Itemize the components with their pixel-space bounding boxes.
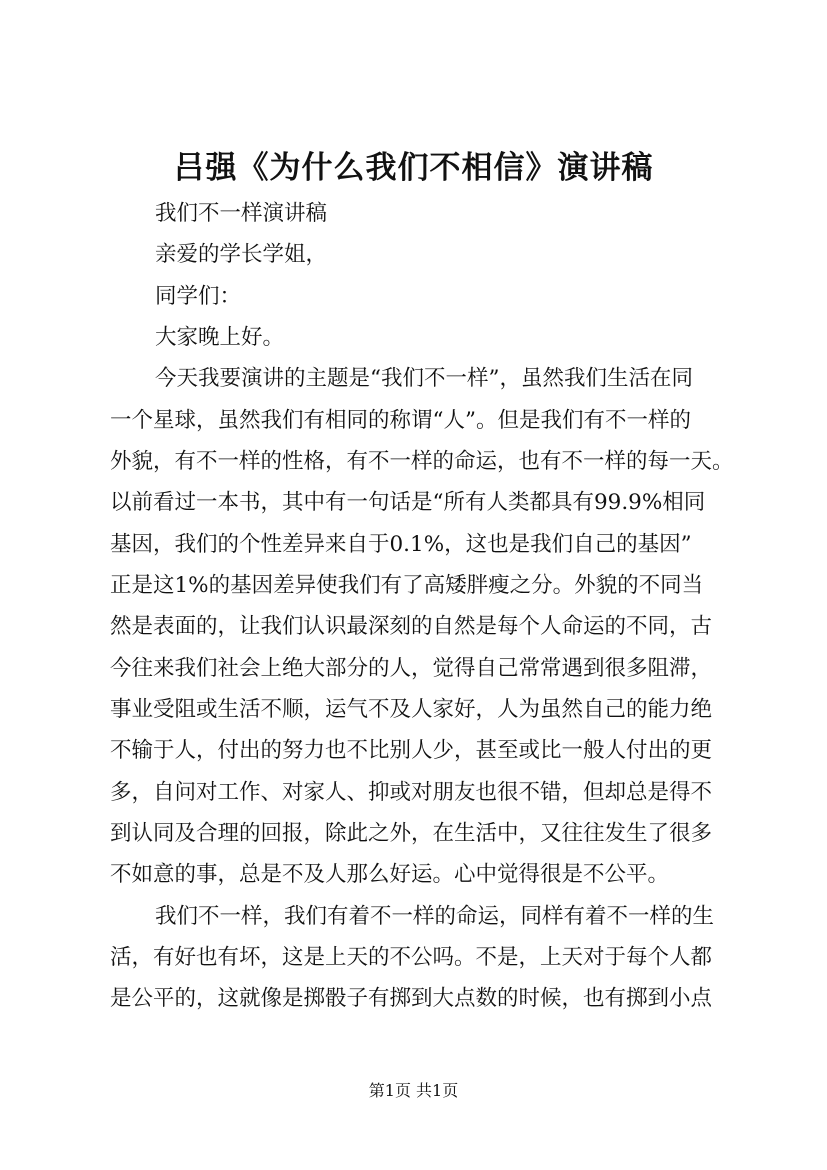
text-line: 一个星球，虽然我们有相同的称谓“人”。但是我们有不一样的 [110, 408, 691, 433]
text-line: 不输于人，付出的努力也不比别人少，甚至或比一般人付出的更 [110, 738, 713, 763]
text-line: 是公平的，这就像是掷骰子有掷到大点数的时候，也有掷到小点 [110, 986, 713, 1011]
text-line: 活，有好也有坏，这是上天的不公吗。不是，上天对于每个人都 [110, 945, 713, 970]
text-line: 外貌，有不一样的性格，有不一样的命运，也有不一样的每一天。 [110, 449, 734, 474]
document-title: 吕强《为什么我们不相信》演讲稿 [173, 150, 654, 186]
text-line: 正是这1%的基因差异使我们有了高矮胖瘦之分。外貌的不同当 [110, 573, 704, 598]
page-footer: 第1页 共1页 [368, 1081, 459, 1100]
text-line: 以前看过一本书，其中有一句话是“所有人类都具有99.9%相同 [110, 490, 706, 515]
text-line: 大家晚上好。 [155, 325, 285, 350]
text-line: 今往来我们社会上绝大部分的人，觉得自己常常遇到很多阻滞， [110, 656, 713, 681]
text-line: 然是表面的，让我们认识最深刻的自然是每个人命运的不同，古 [110, 614, 713, 639]
text-line: 到认同及合理的回报，除此之外，在生活中，又往往发生了很多 [110, 821, 713, 846]
text-line: 基因，我们的个性差异来自于0.1%，这也是我们自己的基因” [110, 532, 692, 557]
text-line: 我们不一样演讲稿 [155, 201, 328, 226]
text-line: 事业受阻或生活不顺，运气不及人家好，人为虽然自己的能力绝 [110, 697, 713, 722]
text-line: 亲爱的学长学姐， [155, 242, 328, 267]
text-line: 我们不一样，我们有着不一样的命运，同样有着不一样的生 [155, 904, 715, 929]
text-line: 同学们： [155, 284, 242, 309]
text-line: 多，自问对工作、对家人、抑或对朋友也很不错，但却总是得不 [110, 780, 713, 805]
text-line: 不如意的事，总是不及人那么好运。心中觉得很是不公平。 [110, 862, 670, 887]
text-line: 今天我要演讲的主题是“我们不一样”，虽然我们生活在同 [155, 366, 693, 391]
